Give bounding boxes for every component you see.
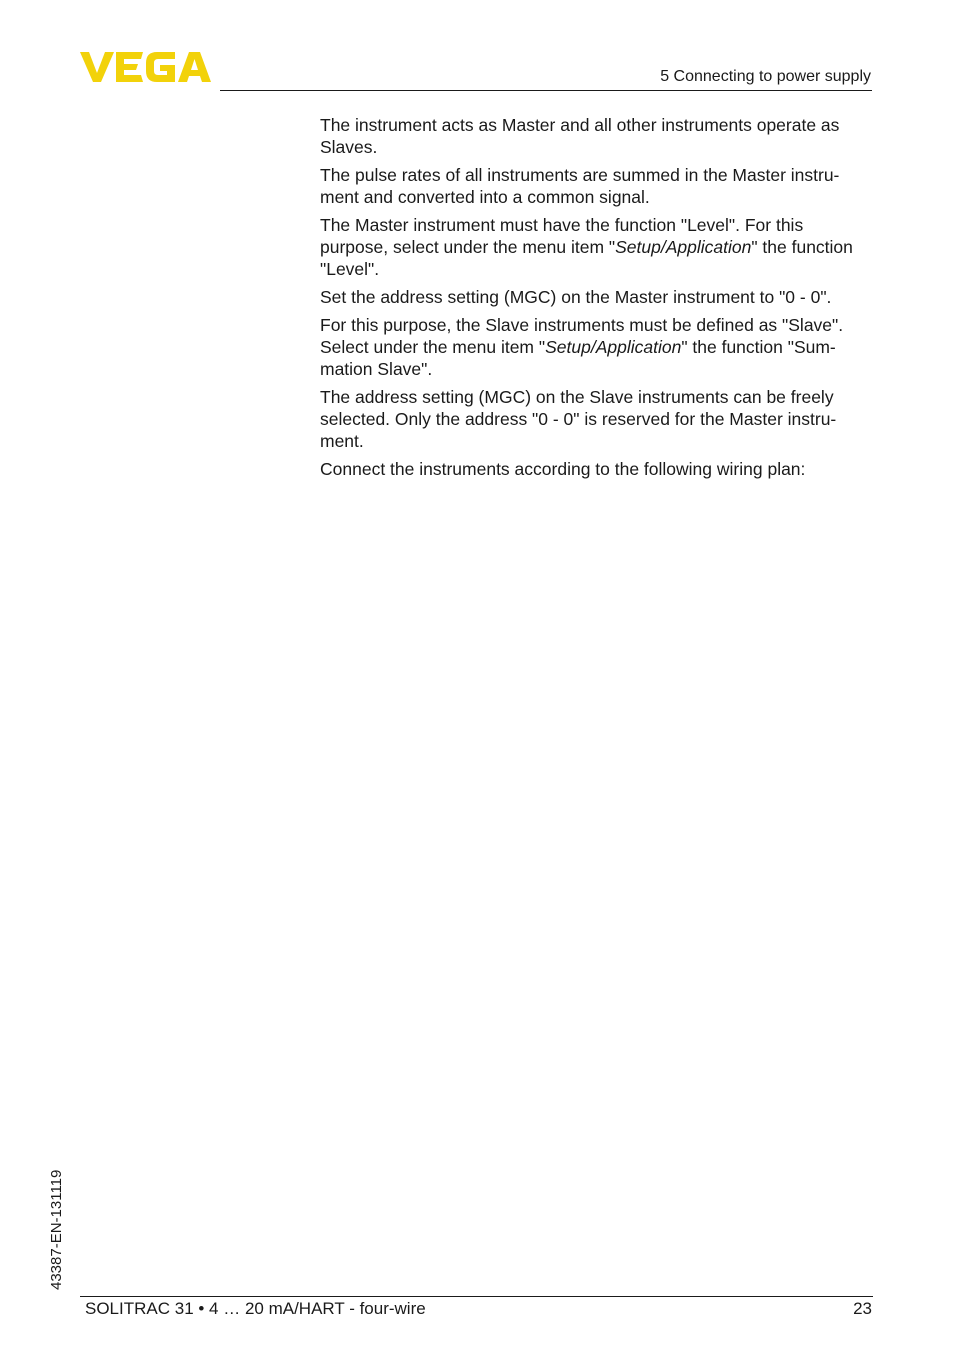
paragraph-master-function: The Master instrument must have the function "Level". For this purpose, select under the menu item "Setup/Application" the function "Level". <box>320 215 853 279</box>
menu-path: Setup/Application <box>545 337 682 357</box>
paragraph-slave-function: For this purpose, the Slave instruments must be defined as "Slave". Select under the menu item "Setup/Application" the function "Sum-mation Slave". <box>320 315 844 379</box>
footer-rule <box>80 1296 873 1297</box>
running-header-section: 5 Connecting to power supply <box>660 68 871 85</box>
vega-logo <box>80 50 212 84</box>
page-number: 23 <box>853 1299 872 1318</box>
menu-path: Setup/Application <box>615 237 752 257</box>
paragraph-wiring-plan: Connect the instruments according to the following wiring plan: <box>320 459 806 479</box>
paragraph-master-address: Set the address setting (MGC) on the Master instrument to "0 - 0". <box>320 287 832 307</box>
footer-title: SOLITRAC 31 • 4 … 20 mA/HART - four-wire <box>85 1299 426 1318</box>
body-text <box>320 114 872 486</box>
paragraph-master-slave: The instrument acts as Master and all other instruments operate as Slaves. <box>320 115 840 157</box>
vega-logo-mark <box>80 50 212 84</box>
document-id: 43387-EN-131119 <box>48 1169 65 1290</box>
paragraph-pulse-rates: The pulse rates of all instruments are summed in the Master instru-ment and converted into a common signal. <box>320 165 840 207</box>
header-rule <box>220 90 872 91</box>
paragraph-slave-address: The address setting (MGC) on the Slave instruments can be freely selected. Only the address "0 - 0" is reserved for the Master instru-ment. <box>320 387 837 451</box>
